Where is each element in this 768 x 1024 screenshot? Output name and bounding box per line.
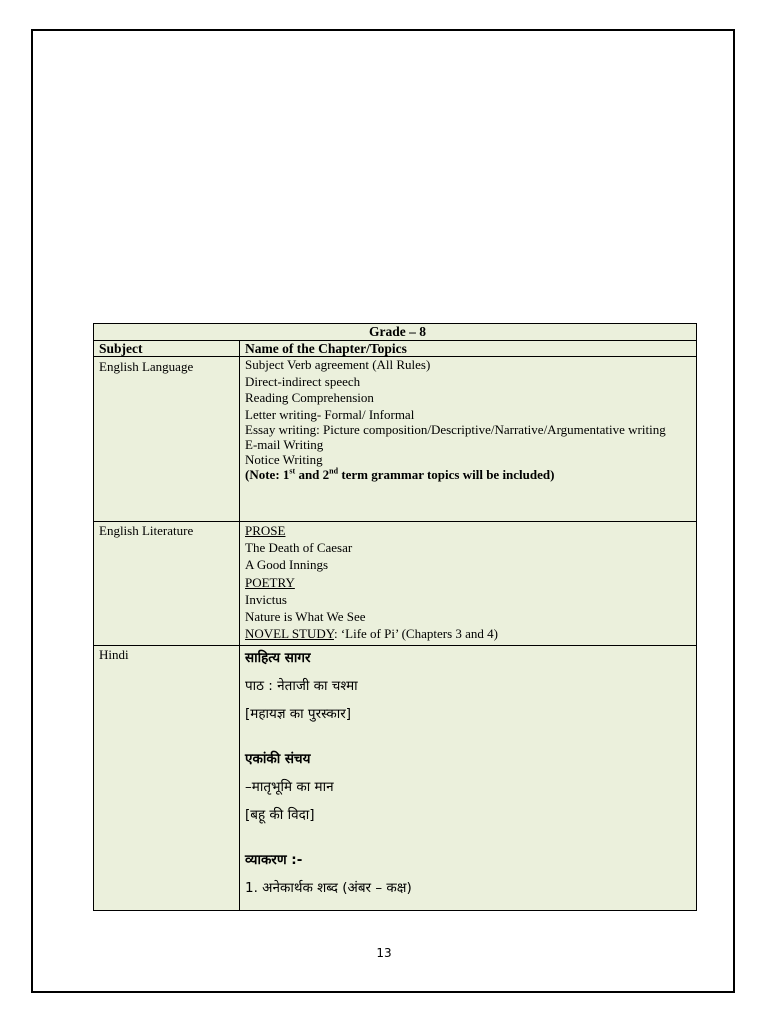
topic-item: [बहू की विदा] [245,807,315,823]
subject-english-language: English Language [94,357,240,522]
hindi-section-heading: साहित्य सागर [245,650,311,666]
topic-item: E-mail Writing [245,436,324,452]
header-row [94,341,697,357]
topics-english-literature [240,522,697,646]
note-suffix: term grammar topics will be included) [338,466,555,482]
topic-item: 1. अनेकार्थक शब्द (अंबर – कक्ष) [245,880,412,896]
subject-hindi: Hindi [94,646,240,911]
grade-row [94,324,697,341]
hindi-section-heading: एकांकी संचय [245,751,311,767]
row-english-language [94,357,697,522]
header-subject: Subject [94,341,240,357]
novel-study [245,626,696,641]
topic-item: Essay writing: Picture composition/Descriptive/Narrative/Argumentative writing [245,421,666,437]
topic-item: –मातृभूमि का मान [245,779,334,795]
row-hindi [94,646,697,911]
note-sup-2: nd [329,466,339,476]
topic-item: Invictus [245,591,287,607]
subject-english-literature: English Literature [94,522,240,646]
note-sup-1: st [289,466,296,476]
grammar-note [245,467,696,482]
row-english-literature [94,522,697,646]
hindi-section-heading: व्याकरण :- [245,852,303,868]
topic-item: Notice Writing [245,451,323,467]
prose-heading: PROSE [245,523,286,538]
topics-hindi [240,646,697,911]
topic-item: Direct-indirect speech [245,373,361,389]
grade-title: Grade – 8 [94,324,697,341]
topic-item: The Death of Caesar [245,540,353,556]
novel-text: : ‘Life of Pi’ (Chapters 3 and 4) [333,626,498,642]
topic-item: [महायज्ञ का पुरस्कार] [245,706,352,722]
topics-english-language [240,357,697,522]
topic-item: Reading Comprehension [245,390,374,405]
topic-item: Nature is What We See [245,608,366,624]
poetry-heading: POETRY [245,574,295,590]
note-mid: and 2 [295,466,330,482]
note-prefix: (Note: 1 [245,466,290,482]
novel-label: NOVEL STUDY [245,626,334,642]
topic-item: A Good Innings [245,557,329,573]
header-topics: Name of the Chapter/Topics [240,341,697,357]
topic-item: Letter writing- Formal/ Informal [245,406,415,422]
syllabus-table [93,323,697,911]
page-number: 13 [376,946,392,960]
topic-item: Subject Verb agreement (All Rules) [245,357,431,372]
topic-item: पाठ : नेताजी का चश्मा [245,678,358,694]
